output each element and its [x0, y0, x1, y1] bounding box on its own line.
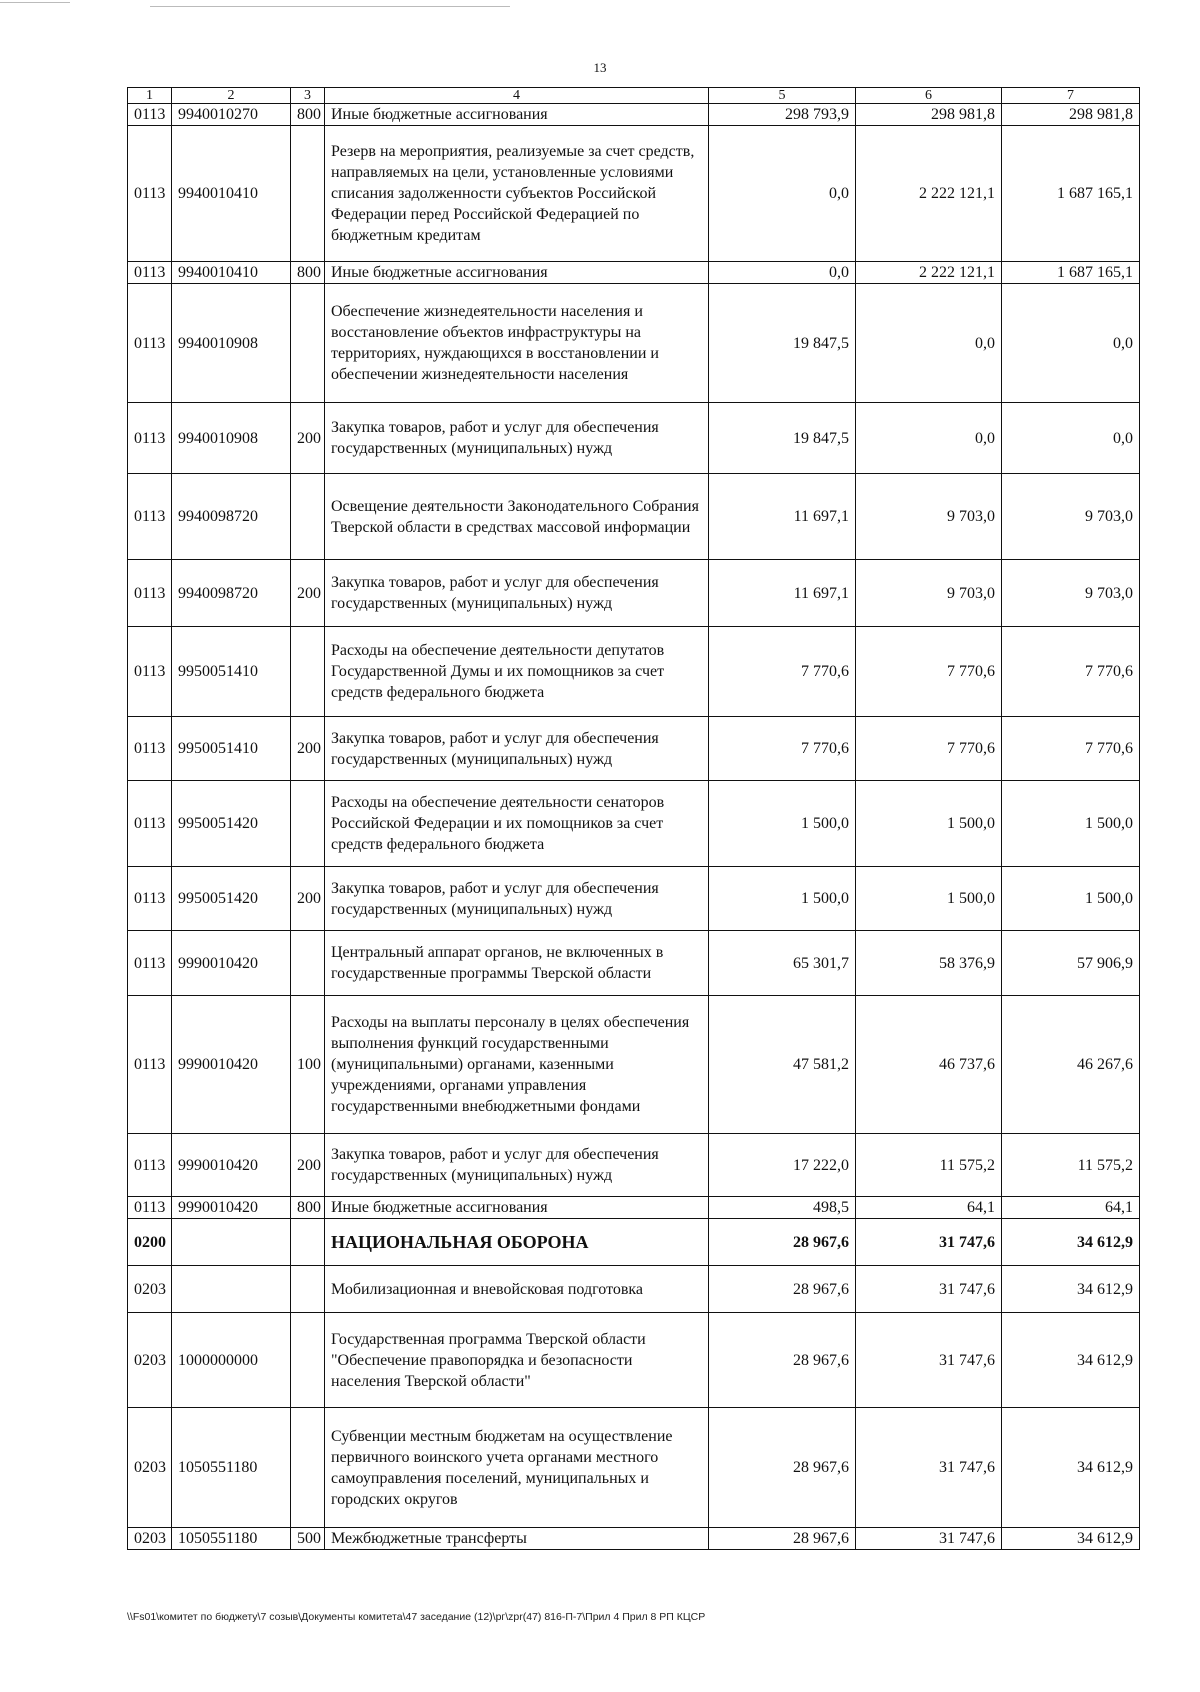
amount-year3-cell: 0,0: [1002, 403, 1140, 474]
target-article-cell: 9940010908: [172, 284, 291, 403]
amount-year3-cell: 0,0: [1002, 284, 1140, 403]
amount-year3-cell: 7 770,6: [1002, 717, 1140, 781]
target-article-cell: 9940098720: [172, 474, 291, 560]
section-code-cell: 0113: [128, 1197, 172, 1219]
column-header-5: 5: [709, 88, 856, 104]
target-article-cell: [172, 1266, 291, 1313]
table-row: [128, 560, 1140, 627]
amount-year2-cell: 1 500,0: [856, 867, 1002, 931]
column-header-4: 4: [325, 88, 709, 104]
description-cell: Иные бюджетные ассигнования: [325, 1197, 709, 1219]
amount-year3-cell: 1 687 165,1: [1002, 126, 1140, 262]
table-row: [128, 996, 1140, 1134]
amount-year1-cell: 17 222,0: [709, 1134, 856, 1197]
table-row: [128, 931, 1140, 996]
target-article-cell: 9940010410: [172, 262, 291, 284]
column-header-3: 3: [291, 88, 325, 104]
expense-type-cell: [291, 284, 325, 403]
amount-year2-cell: 7 770,6: [856, 717, 1002, 781]
amount-year1-cell: 7 770,6: [709, 717, 856, 781]
section-code-cell: 0203: [128, 1528, 172, 1550]
amount-year3-cell: 64,1: [1002, 1197, 1140, 1219]
expense-type-cell: [291, 1408, 325, 1528]
amount-year3-cell: 46 267,6: [1002, 996, 1140, 1134]
expense-type-cell: 200: [291, 867, 325, 931]
amount-year1-cell: 19 847,5: [709, 403, 856, 474]
section-code-cell: 0113: [128, 126, 172, 262]
table-row: [128, 1134, 1140, 1197]
target-article-cell: 9990010420: [172, 1134, 291, 1197]
target-article-cell: 9950051420: [172, 867, 291, 931]
table-row: [128, 717, 1140, 781]
table-row: [128, 1197, 1140, 1219]
description-cell: Иные бюджетные ассигнования: [325, 262, 709, 284]
amount-year3-cell: 11 575,2: [1002, 1134, 1140, 1197]
description-cell: Субвенции местным бюджетам на осуществление первичного воинского учета органами местного самоуправления поселений, муниципальных и городских округов: [325, 1408, 709, 1528]
amount-year1-cell: 0,0: [709, 126, 856, 262]
expense-type-cell: 200: [291, 717, 325, 781]
column-header-2: 2: [172, 88, 291, 104]
section-code-cell: 0113: [128, 474, 172, 560]
amount-year1-cell: 1 500,0: [709, 781, 856, 867]
section-code-cell: 0200: [128, 1219, 172, 1266]
column-header-7: 7: [1002, 88, 1140, 104]
target-article-cell: 1050551180: [172, 1408, 291, 1528]
section-code-cell: 0113: [128, 627, 172, 717]
section-code-cell: 0203: [128, 1313, 172, 1408]
amount-year3-cell: 34 612,9: [1002, 1408, 1140, 1528]
table-row: [128, 867, 1140, 931]
expense-type-cell: 100: [291, 996, 325, 1134]
section-code-cell: 0203: [128, 1266, 172, 1313]
target-article-cell: 1000000000: [172, 1313, 291, 1408]
amount-year3-cell: 1 687 165,1: [1002, 262, 1140, 284]
description-cell: Закупка товаров, работ и услуг для обеспечения государственных (муниципальных) нужд: [325, 717, 709, 781]
column-header-6: 6: [856, 88, 1002, 104]
amount-year1-cell: 11 697,1: [709, 560, 856, 627]
target-article-cell: 9940010270: [172, 104, 291, 126]
section-code-cell: 0113: [128, 931, 172, 996]
amount-year2-cell: 58 376,9: [856, 931, 1002, 996]
table-row: [128, 262, 1140, 284]
amount-year1-cell: 28 967,6: [709, 1313, 856, 1408]
table-row: [128, 126, 1140, 262]
description-cell: НАЦИОНАЛЬНАЯ ОБОРОНА: [325, 1219, 709, 1266]
table-body: [128, 104, 1140, 1550]
expense-type-cell: 800: [291, 262, 325, 284]
section-code-cell: 0203: [128, 1408, 172, 1528]
amount-year3-cell: 298 981,8: [1002, 104, 1140, 126]
amount-year3-cell: 34 612,9: [1002, 1266, 1140, 1313]
expense-type-cell: [291, 474, 325, 560]
budget-table: [127, 87, 1140, 1550]
table-row: [128, 1313, 1140, 1408]
expense-type-cell: [291, 627, 325, 717]
expense-type-cell: 200: [291, 1134, 325, 1197]
description-cell: Межбюджетные трансферты: [325, 1528, 709, 1550]
amount-year2-cell: 31 747,6: [856, 1408, 1002, 1528]
amount-year2-cell: 7 770,6: [856, 627, 1002, 717]
table-row: [128, 284, 1140, 403]
section-code-cell: 0113: [128, 1134, 172, 1197]
table-row: [128, 1219, 1140, 1266]
section-code-cell: 0113: [128, 284, 172, 403]
amount-year1-cell: 28 967,6: [709, 1408, 856, 1528]
expense-type-cell: 800: [291, 1197, 325, 1219]
description-cell: Обеспечение жизнедеятельности населения и восстановление объектов инфраструктуры на территориях, нуждающихся в восстановлении и обеспечении жизнедеятельности населения: [325, 284, 709, 403]
column-header-1: 1: [128, 88, 172, 104]
amount-year1-cell: 28 967,6: [709, 1219, 856, 1266]
amount-year3-cell: 7 770,6: [1002, 627, 1140, 717]
target-article-cell: 9990010420: [172, 931, 291, 996]
table-row: [128, 781, 1140, 867]
section-code-cell: 0113: [128, 996, 172, 1134]
target-article-cell: 9950051420: [172, 781, 291, 867]
amount-year1-cell: 1 500,0: [709, 867, 856, 931]
amount-year2-cell: 2 222 121,1: [856, 126, 1002, 262]
expense-type-cell: 800: [291, 104, 325, 126]
amount-year1-cell: 498,5: [709, 1197, 856, 1219]
expense-type-cell: [291, 781, 325, 867]
target-article-cell: 9990010420: [172, 1197, 291, 1219]
target-article-cell: 9950051410: [172, 717, 291, 781]
amount-year2-cell: 31 747,6: [856, 1266, 1002, 1313]
amount-year2-cell: 9 703,0: [856, 474, 1002, 560]
description-cell: Закупка товаров, работ и услуг для обеспечения государственных (муниципальных) нужд: [325, 867, 709, 931]
amount-year2-cell: 9 703,0: [856, 560, 1002, 627]
description-cell: Резерв на мероприятия, реализуемые за счет средств, направляемых на цели, установленные условиями списания задолженности субъектов Российской Федерации перед Российской Федерацией по бюджетным кредитам: [325, 126, 709, 262]
expense-type-cell: 200: [291, 560, 325, 627]
amount-year3-cell: 9 703,0: [1002, 560, 1140, 627]
amount-year1-cell: 28 967,6: [709, 1528, 856, 1550]
amount-year1-cell: 65 301,7: [709, 931, 856, 996]
section-code-cell: 0113: [128, 262, 172, 284]
table-row: [128, 1528, 1140, 1550]
amount-year2-cell: 31 747,6: [856, 1528, 1002, 1550]
table-row: [128, 627, 1140, 717]
section-code-cell: 0113: [128, 717, 172, 781]
amount-year1-cell: 7 770,6: [709, 627, 856, 717]
amount-year3-cell: 9 703,0: [1002, 474, 1140, 560]
amount-year1-cell: 28 967,6: [709, 1266, 856, 1313]
amount-year3-cell: 57 906,9: [1002, 931, 1140, 996]
target-article-cell: 1050551180: [172, 1528, 291, 1550]
amount-year2-cell: 1 500,0: [856, 781, 1002, 867]
amount-year2-cell: 11 575,2: [856, 1134, 1002, 1197]
section-code-cell: 0113: [128, 104, 172, 126]
table-row: [128, 403, 1140, 474]
target-article-cell: 9940098720: [172, 560, 291, 627]
description-cell: Центральный аппарат органов, не включенных в государственные программы Тверской области: [325, 931, 709, 996]
expense-type-cell: [291, 1266, 325, 1313]
expense-type-cell: [291, 1313, 325, 1408]
description-cell: Мобилизационная и вневойсковая подготовка: [325, 1266, 709, 1313]
file-path-footer: \\Fs01\комитет по бюджету\7 созыв\Документы комитета\47 заседание (12)\рг\zpr(47) 816-П-7\Прил 4 Прил 8 РП КЦСР: [127, 1611, 706, 1623]
target-article-cell: 9940010410: [172, 126, 291, 262]
description-cell: Иные бюджетные ассигнования: [325, 104, 709, 126]
amount-year2-cell: 31 747,6: [856, 1313, 1002, 1408]
target-article-cell: 9940010908: [172, 403, 291, 474]
expense-type-cell: 200: [291, 403, 325, 474]
section-code-cell: 0113: [128, 560, 172, 627]
section-code-cell: 0113: [128, 403, 172, 474]
expense-type-cell: [291, 931, 325, 996]
description-cell: Закупка товаров, работ и услуг для обеспечения государственных (муниципальных) нужд: [325, 403, 709, 474]
expense-type-cell: [291, 1219, 325, 1266]
amount-year2-cell: 298 981,8: [856, 104, 1002, 126]
amount-year1-cell: 11 697,1: [709, 474, 856, 560]
amount-year2-cell: 64,1: [856, 1197, 1002, 1219]
amount-year1-cell: 19 847,5: [709, 284, 856, 403]
target-article-cell: 9950051410: [172, 627, 291, 717]
amount-year1-cell: 298 793,9: [709, 104, 856, 126]
description-cell: Закупка товаров, работ и услуг для обеспечения государственных (муниципальных) нужд: [325, 560, 709, 627]
target-article-cell: 9990010420: [172, 996, 291, 1134]
amount-year2-cell: 46 737,6: [856, 996, 1002, 1134]
amount-year1-cell: 0,0: [709, 262, 856, 284]
header-row: [128, 88, 1140, 104]
amount-year2-cell: 0,0: [856, 403, 1002, 474]
amount-year2-cell: 2 222 121,1: [856, 262, 1002, 284]
expense-type-cell: 500: [291, 1528, 325, 1550]
description-cell: Расходы на обеспечение деятельности сенаторов Российской Федерации и их помощников за счет средств федерального бюджета: [325, 781, 709, 867]
page-number: 13: [593, 60, 607, 75]
amount-year3-cell: 1 500,0: [1002, 781, 1140, 867]
description-cell: Закупка товаров, работ и услуг для обеспечения государственных (муниципальных) нужд: [325, 1134, 709, 1197]
table-row: [128, 474, 1140, 560]
table-row: [128, 104, 1140, 126]
amount-year3-cell: 1 500,0: [1002, 867, 1140, 931]
description-cell: Государственная программа Тверской области "Обеспечение правопорядка и безопасности населения Тверской области": [325, 1313, 709, 1408]
section-code-cell: 0113: [128, 867, 172, 931]
table-row: [128, 1408, 1140, 1528]
amount-year3-cell: 34 612,9: [1002, 1313, 1140, 1408]
amount-year2-cell: 31 747,6: [856, 1219, 1002, 1266]
amount-year2-cell: 0,0: [856, 284, 1002, 403]
description-cell: Расходы на выплаты персоналу в целях обеспечения выполнения функций государственными (муниципальными) органами, казенными учреждениями, органами управления государственными внебюджетными фондами: [325, 996, 709, 1134]
table-row: [128, 1266, 1140, 1313]
amount-year3-cell: 34 612,9: [1002, 1219, 1140, 1266]
description-cell: Освещение деятельности Законодательного Собрания Тверской области в средствах массовой информации: [325, 474, 709, 560]
section-code-cell: 0113: [128, 781, 172, 867]
amount-year3-cell: 34 612,9: [1002, 1528, 1140, 1550]
description-cell: Расходы на обеспечение деятельности депутатов Государственной Думы и их помощников за счет средств федерального бюджета: [325, 627, 709, 717]
amount-year1-cell: 47 581,2: [709, 996, 856, 1134]
expense-type-cell: [291, 126, 325, 262]
target-article-cell: [172, 1219, 291, 1266]
